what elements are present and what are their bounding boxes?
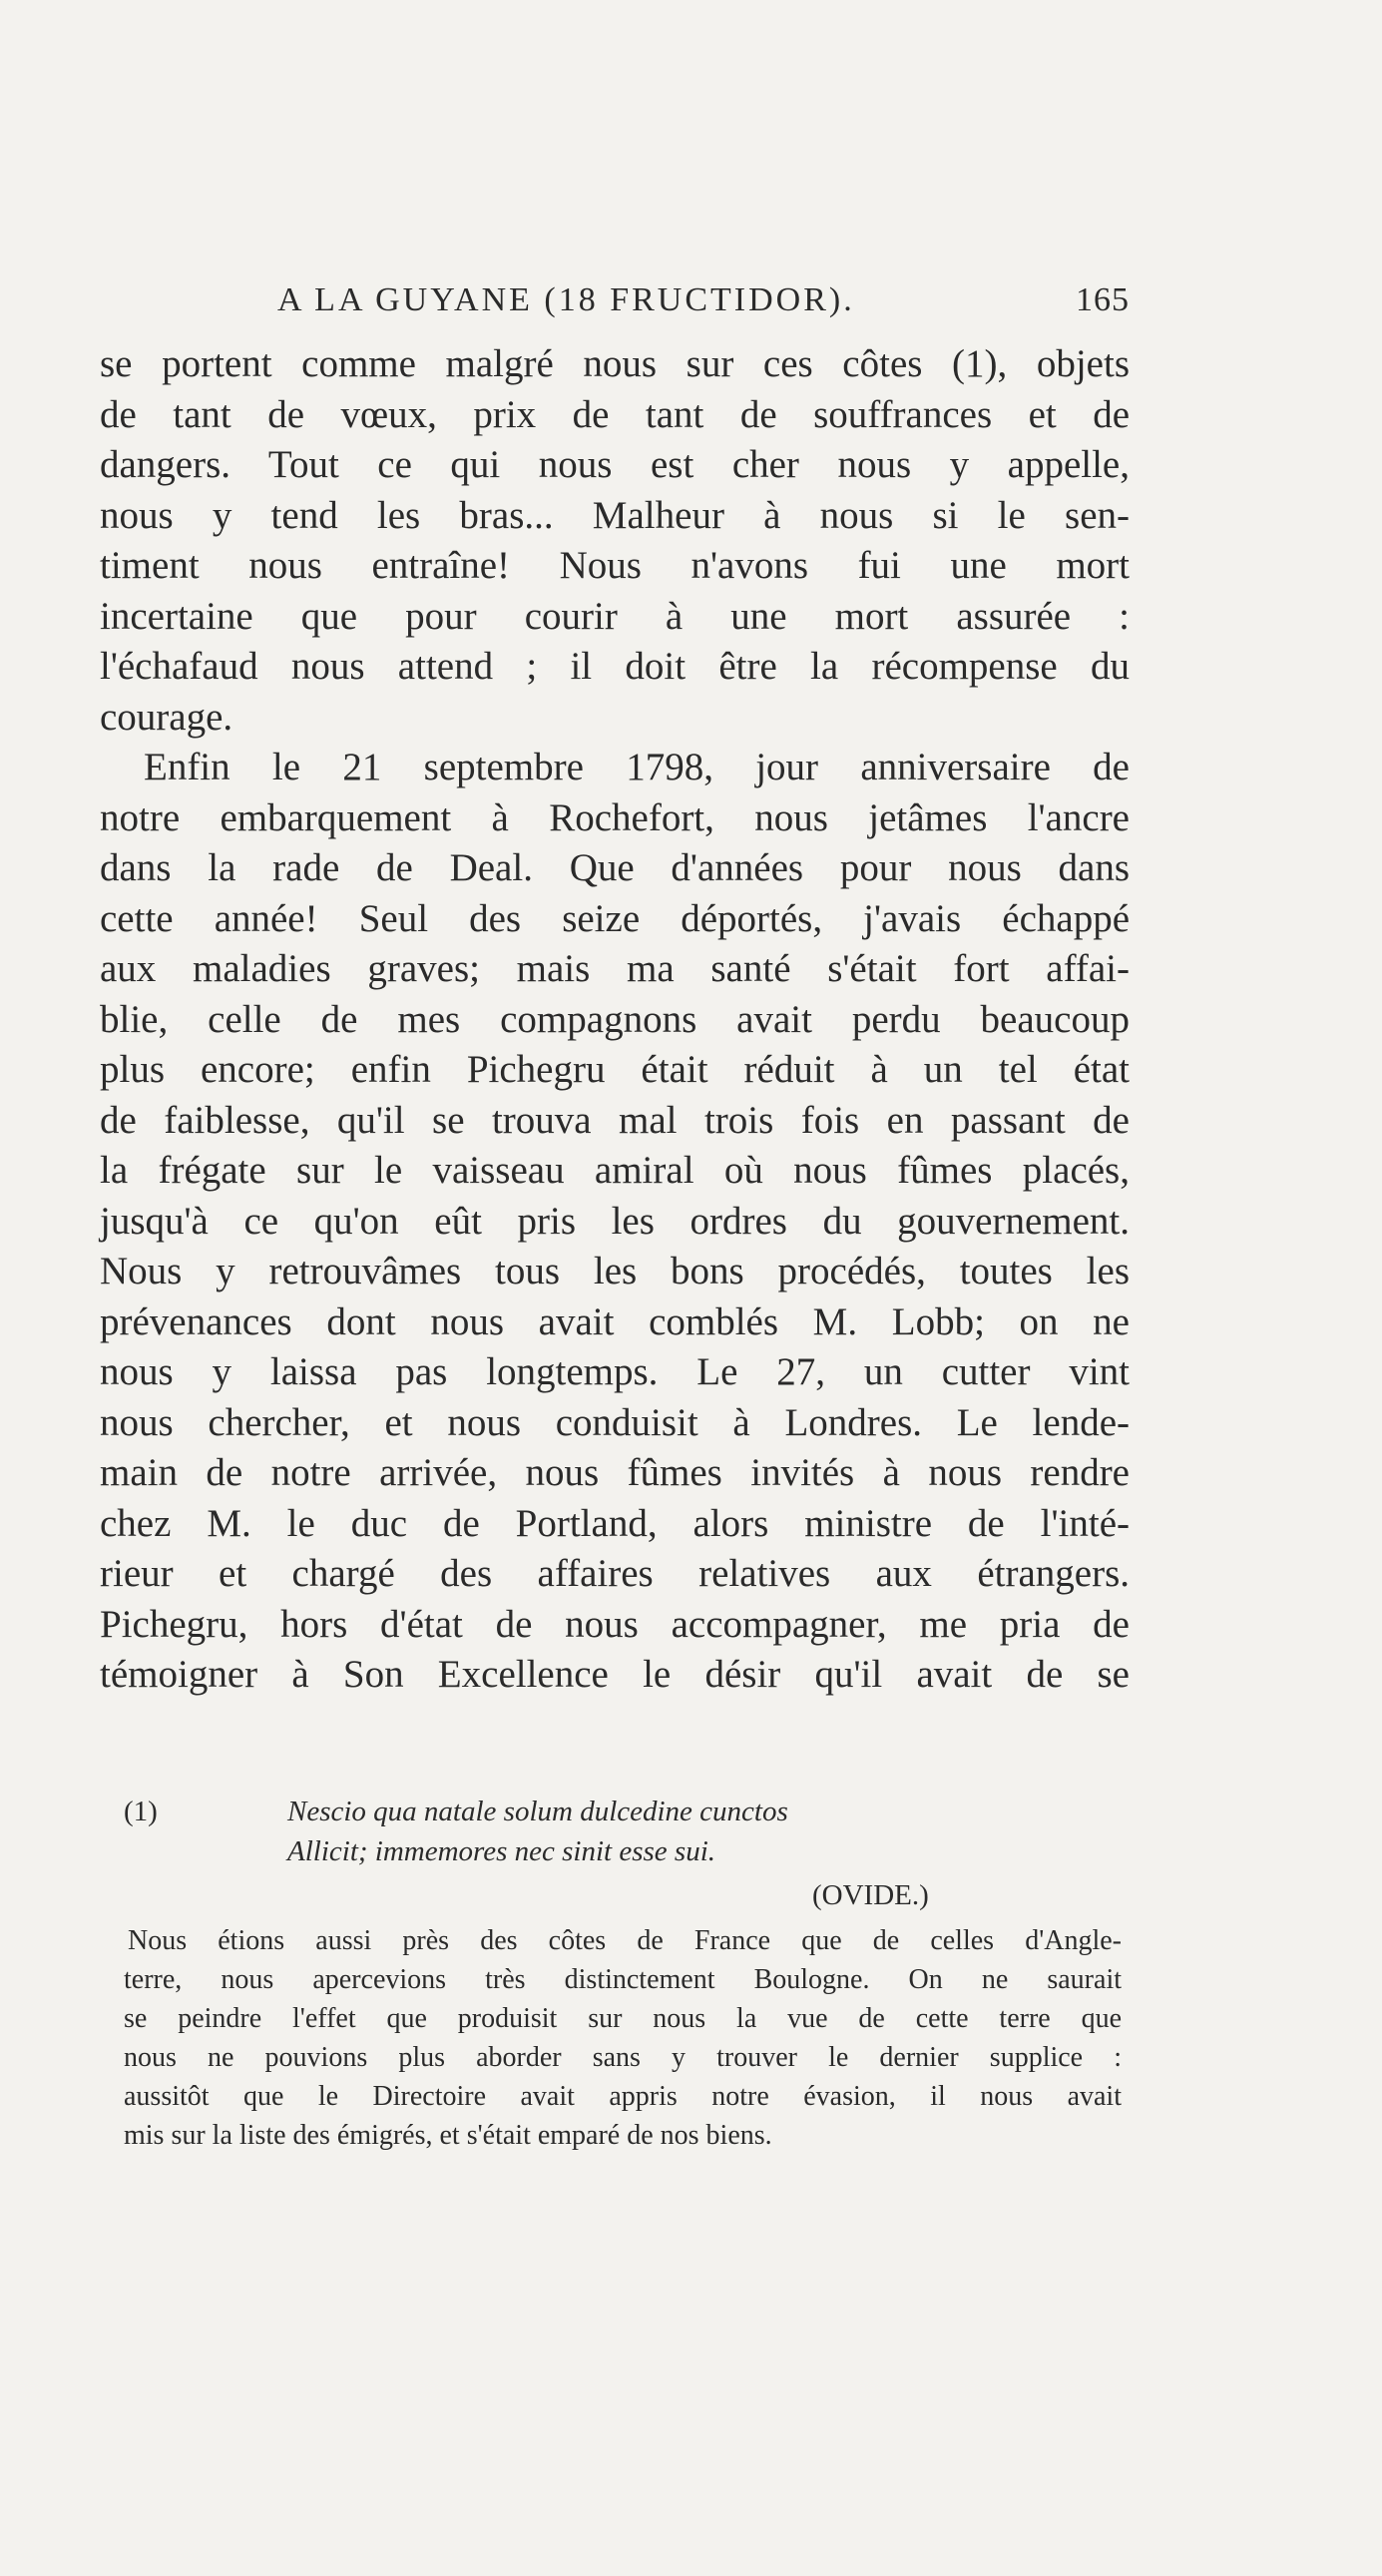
footnote-line: aussitôt que le Directoire avait appris notre évasion, il nous avait [124,2081,1122,2112]
text-line: cette année! Seul des seize déportés, j'avais échappé [100,896,1130,940]
text-line: l'échafaud nous attend ; il doit être la récompense du [100,645,1130,688]
text-line: de tant de vœux, prix de tant de souffrances et de [100,392,1130,436]
footnote-line: terre, nous apercevions très distinctement Boulogne. On ne saurait [124,1964,1122,1995]
text-line: aux maladies graves; mais ma santé s'était fort affai- [100,947,1130,990]
verse-line: Nescio qua natale solum dulcedine cunctos [287,1796,788,1827]
running-head [269,281,1130,325]
footnote-line: Nous étions aussi près des côtes de France que de celles d'Angle- [128,1925,1122,1956]
text-line: Pichegru, hors d'état de nous accompagner, me pria de [100,1602,1130,1646]
text-line: blie, celle de mes compagnons avait perdu beaucoup [100,997,1130,1041]
text-line: dangers. Tout ce qui nous est cher nous y appelle, [100,443,1130,486]
footnote-line: nous ne pouvions plus aborder sans y trouver le dernier supplice : [124,2042,1122,2073]
text-line: la frégate sur le vaisseau amiral où nous fûmes placés, [100,1149,1130,1192]
text-line: plus encore; enfin Pichegru était réduit à un tel état [100,1048,1130,1091]
text-line: notre embarquement à Rochefort, nous jetâmes l'ancre [100,795,1130,839]
footnote-line: se peindre l'effet que produisit sur nous la vue de cette terre que [124,2003,1122,2034]
text-line: jusqu'à ce qu'on eût pris les ordres du gouvernement. [100,1199,1130,1243]
text-line: Nous y retrouvâmes tous les bons procédés, toutes les [100,1250,1130,1292]
text-line: de faiblesse, qu'il se trouva mal trois fois en passant de [100,1098,1130,1142]
text-line: dans la rade de Deal. Que d'années pour nous dans [100,846,1130,889]
verse-line: Allicit; immemores nec sinit esse sui. [287,1835,716,1867]
text-line: prévenances dont nous avait comblés M. Lobb; on ne [100,1299,1130,1343]
text-line: chez M. le duc de Portland, alors ministre de l'inté- [100,1501,1130,1545]
text-line: se portent comme malgré nous sur ces côtes (1), objets [100,342,1130,385]
text-line: nous y laissa pas longtemps. Le 27, un cutter vint [100,1350,1130,1393]
page-number: 165 [1076,281,1130,318]
text-line: timent nous entraîne! Nous n'avons fui une mort [100,544,1130,587]
verse-attribution: (OVIDE.) [812,1879,929,1911]
footnote-line: mis sur la liste des émigrés, et s'était emparé de nos biens. [124,2120,772,2151]
running-head-title: A LA GUYANE (18 FRUCTIDOR). [277,281,855,318]
footnote-marker: (1) [124,1796,158,1827]
text-line: témoigner à Son Excellence le désir qu'il avait de se [100,1653,1130,1696]
text-line: main de notre arrivée, nous fûmes invités à nous rendre [100,1451,1130,1494]
text-line: incertaine que pour courir à une mort assurée : [100,594,1130,638]
footnote-text [124,1921,1122,2155]
text-line: nous y tend les bras... Malheur à nous si le sen- [100,493,1130,537]
text-line: nous chercher, et nous conduisit à Londres. Le lende- [100,1400,1130,1444]
text-line: courage. [100,695,233,739]
main-text [100,339,1130,1701]
text-line: Enfin le 21 septembre 1798, jour anniversaire de [144,746,1130,788]
text-line: rieur et chargé des affaires relatives aux étrangers. [100,1552,1130,1595]
